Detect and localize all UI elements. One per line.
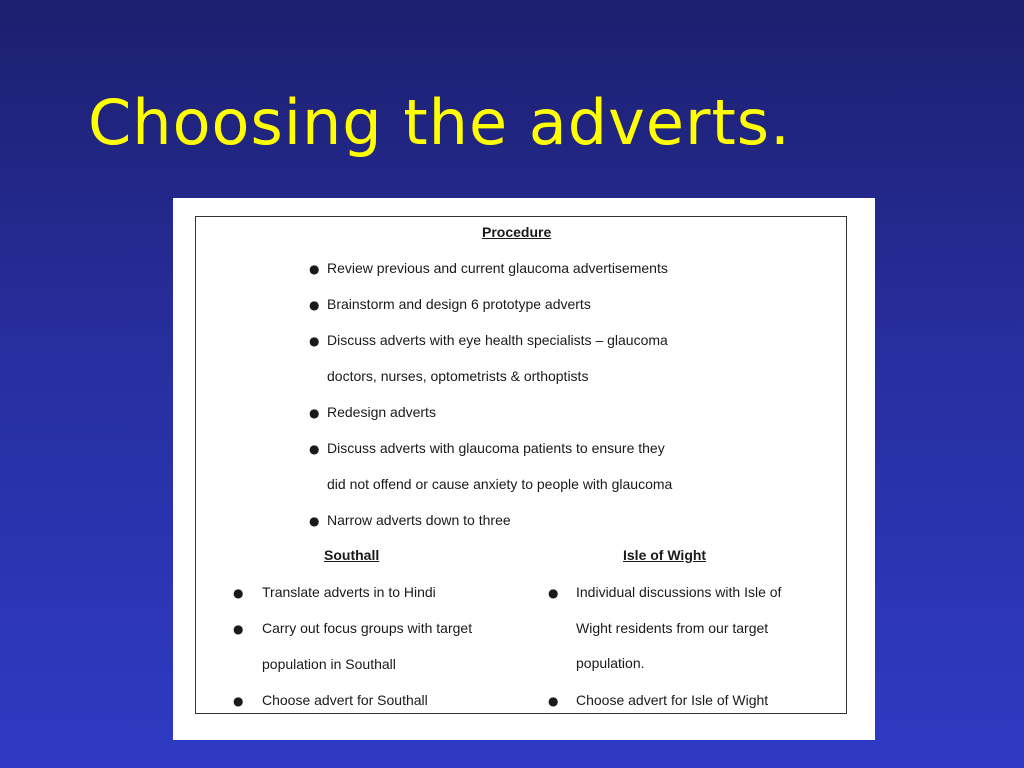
bullet-icon: ● bbox=[233, 694, 244, 708]
procedure-item: Brainstorm and design 6 prototype adverts bbox=[327, 296, 591, 312]
procedure-item: Discuss adverts with glaucoma patients to ensure they bbox=[327, 440, 665, 456]
slide-title: Choosing the adverts. bbox=[88, 86, 791, 159]
bullet-icon: ● bbox=[309, 334, 320, 348]
southall-item-continued: population in Southall bbox=[262, 656, 396, 672]
isle-of-wight-item: Choose advert for Isle of Wight bbox=[576, 692, 769, 708]
procedure-item-continued: doctors, nurses, optometrists & orthoptists bbox=[327, 368, 589, 384]
procedure-heading: Procedure bbox=[482, 224, 552, 240]
bullet-icon: ● bbox=[548, 586, 559, 600]
isle-of-wight-item-continued: population. bbox=[576, 655, 645, 671]
isle-of-wight-item-continued: Wight residents from our target bbox=[576, 620, 769, 636]
bullet-icon: ● bbox=[309, 298, 320, 312]
bullet-icon: ● bbox=[309, 262, 320, 276]
isle-of-wight-item: Individual discussions with Isle of bbox=[576, 584, 782, 600]
procedure-item: Redesign adverts bbox=[327, 404, 436, 420]
bullet-icon: ● bbox=[309, 406, 320, 420]
southall-item: Choose advert for Southall bbox=[262, 692, 428, 708]
bullet-icon: ● bbox=[548, 694, 559, 708]
southall-item: Carry out focus groups with target bbox=[262, 620, 473, 636]
southall-heading: Southall bbox=[324, 547, 380, 563]
bullet-icon: ● bbox=[233, 586, 244, 600]
document-frame bbox=[195, 216, 847, 714]
procedure-item-continued: did not offend or cause anxiety to people with glaucoma bbox=[327, 476, 673, 492]
bullet-icon: ● bbox=[309, 442, 320, 456]
isle-of-wight-heading: Isle of Wight bbox=[623, 547, 707, 563]
procedure-item: Review previous and current glaucoma advertisements bbox=[327, 260, 668, 276]
document-scan bbox=[173, 198, 875, 740]
southall-item: Translate adverts in to Hindi bbox=[262, 584, 436, 600]
procedure-item: Narrow adverts down to three bbox=[327, 512, 511, 528]
bullet-icon: ● bbox=[233, 622, 244, 636]
procedure-item: Discuss adverts with eye health specialists – glaucoma bbox=[327, 332, 668, 348]
bullet-icon: ● bbox=[309, 514, 320, 528]
